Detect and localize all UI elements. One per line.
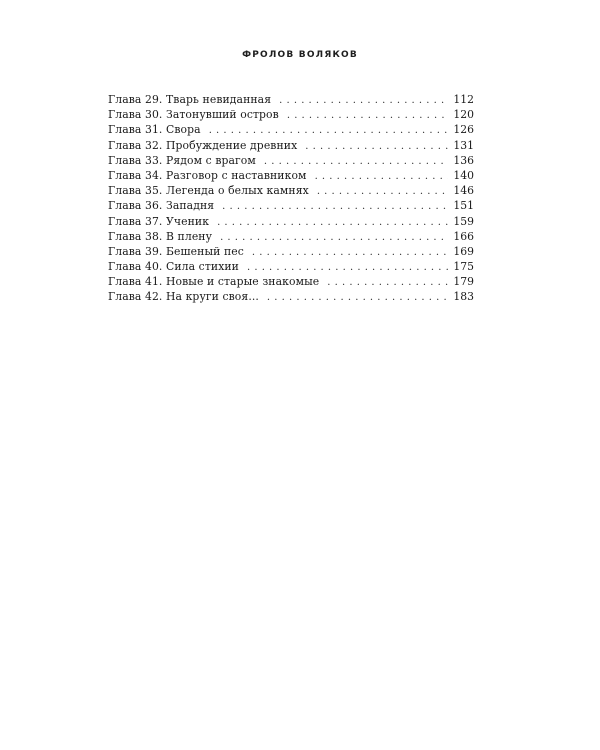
running-header: ФРОЛОВ ВОЛЯКОВ <box>242 50 358 60</box>
toc-entry-page: 183 <box>453 290 474 304</box>
toc-entry-title: Глава 31. Свора <box>108 123 201 137</box>
toc-entry <box>108 122 474 137</box>
toc-entry-page: 120 <box>453 108 474 122</box>
toc-entry-title: Глава 40. Сила стихии <box>108 260 239 274</box>
toc-entry <box>108 198 474 213</box>
toc-entry-page: 131 <box>453 138 474 152</box>
toc-entry-page: 175 <box>453 260 474 274</box>
dot-leader <box>220 230 448 245</box>
toc-entry-page: 166 <box>453 229 474 243</box>
toc-entry-page: 169 <box>453 244 474 258</box>
toc-entry-title: Глава 35. Легенда о белых камнях <box>108 184 309 198</box>
dot-leader <box>252 245 448 260</box>
toc-entry <box>108 168 474 183</box>
table-of-contents <box>108 92 474 305</box>
toc-entry <box>108 138 474 153</box>
dot-leader <box>279 93 448 108</box>
toc-entry <box>108 274 474 289</box>
dot-leader <box>209 123 449 138</box>
toc-entry <box>108 289 474 304</box>
toc-entry-page: 136 <box>453 153 474 167</box>
toc-entry-page: 159 <box>453 214 474 228</box>
toc-entry-title: Глава 41. Новые и старые знакомые <box>108 275 320 289</box>
dot-leader <box>247 260 448 275</box>
toc-entry <box>108 107 474 122</box>
toc-entry <box>108 153 474 168</box>
dot-leader <box>287 108 449 123</box>
toc-entry <box>108 92 474 107</box>
toc-entry-title: Глава 34. Разговор с наставником <box>108 168 307 182</box>
toc-entry-page: 112 <box>453 93 474 106</box>
dot-leader <box>264 154 448 169</box>
toc-entry-page: 140 <box>453 168 474 182</box>
toc-entry-title: Глава 42. На круги своя... <box>108 290 259 304</box>
toc-entry-page: 146 <box>453 184 474 198</box>
toc-entry-page: 126 <box>453 123 474 137</box>
toc-entry-page: 179 <box>453 275 474 289</box>
toc-entry <box>108 183 474 198</box>
dot-leader <box>315 169 449 184</box>
toc-entry <box>108 214 474 229</box>
toc-entry-title: Глава 38. В плену <box>108 229 213 243</box>
toc-entry-title: Глава 39. Бешеный пес <box>108 244 244 258</box>
toc-entry-title: Глава 36. Западня <box>108 199 215 213</box>
toc-entry-title: Глава 37. Ученик <box>108 214 210 228</box>
toc-entry-title: Глава 30. Затонувший остров <box>108 108 279 122</box>
toc-entry-title: Глава 32. Пробуждение древних <box>108 138 298 152</box>
dot-leader <box>327 275 448 290</box>
toc-entry <box>108 244 474 259</box>
toc-entry <box>108 259 474 274</box>
toc-entry-page: 151 <box>453 199 474 213</box>
dot-leader <box>222 199 448 214</box>
dot-leader <box>317 184 449 199</box>
toc-entry-title: Глава 33. Рядом с врагом <box>108 153 256 167</box>
dot-leader <box>217 215 448 230</box>
toc-entry-title: Глава 29. Тварь невиданная <box>108 93 272 106</box>
dot-leader <box>305 139 448 154</box>
dot-leader <box>267 290 448 305</box>
toc-entry <box>108 229 474 244</box>
